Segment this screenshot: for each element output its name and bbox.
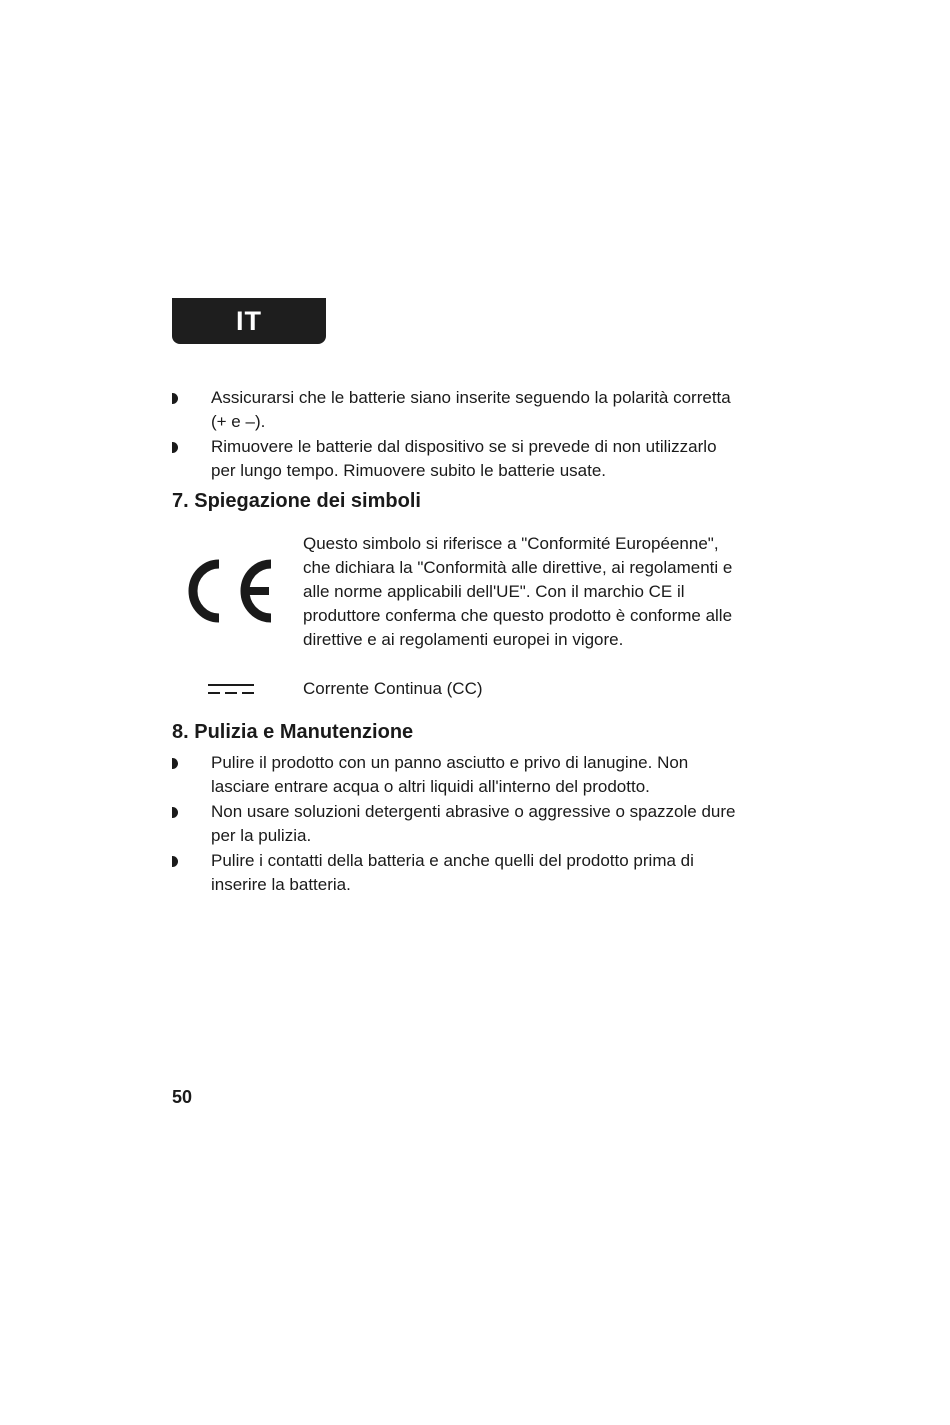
language-tab-label: IT — [236, 305, 262, 336]
ce-mark-icon — [185, 556, 275, 626]
list-item — [172, 386, 742, 434]
section-7-title: 7. Spiegazione dei simboli — [172, 490, 421, 512]
page-number: 50 — [172, 1087, 193, 1107]
list-item-text: Assicurarsi che le batterie siano inserite seguendo la polarità corretta (+ e –). — [211, 388, 731, 431]
bullet-icon — [172, 393, 178, 404]
direct-current-description: Corrente Continua (CC) — [303, 679, 483, 698]
bullet-icon — [172, 807, 178, 818]
section-8-title: 8. Pulizia e Manutenzione — [172, 721, 414, 743]
list-item — [172, 800, 742, 848]
list-item — [172, 849, 742, 897]
cleaning-list — [172, 751, 742, 898]
battery-notes-list — [172, 386, 742, 484]
direct-current-icon — [208, 682, 254, 696]
list-item — [172, 751, 742, 799]
ce-mark-description: Questo simbolo si riferisce a "Conformité Européenne", che dichiara la "Conformità alle direttive, ai regolamenti e alle norme applicabili dell'UE". Con il marchio CE il produttore conferma che questo prodotto è conforme alle direttive e ai regolamenti europei in vigore. — [303, 534, 733, 649]
list-item-text: Rimuovere le batterie dal dispositivo se si prevede di non utilizzarlo per lungo tempo. Rimuovere subito le batterie usate. — [211, 437, 717, 480]
bullet-icon — [172, 856, 178, 867]
list-item-text: Pulire i contatti della batteria e anche quelli del prodotto prima di inserire la batteria. — [211, 851, 694, 894]
list-item-text: Pulire il prodotto con un panno asciutto e privo di lanugine. Non lasciare entrare acqua o altri liquidi all'interno del prodotto. — [211, 753, 689, 796]
list-item-text: Non usare soluzioni detergenti abrasive o aggressive o spazzole dure per la pulizia. — [211, 802, 736, 845]
bullet-icon — [172, 442, 178, 453]
language-tab — [172, 298, 326, 344]
list-item — [172, 435, 742, 483]
bullet-icon — [172, 758, 178, 769]
